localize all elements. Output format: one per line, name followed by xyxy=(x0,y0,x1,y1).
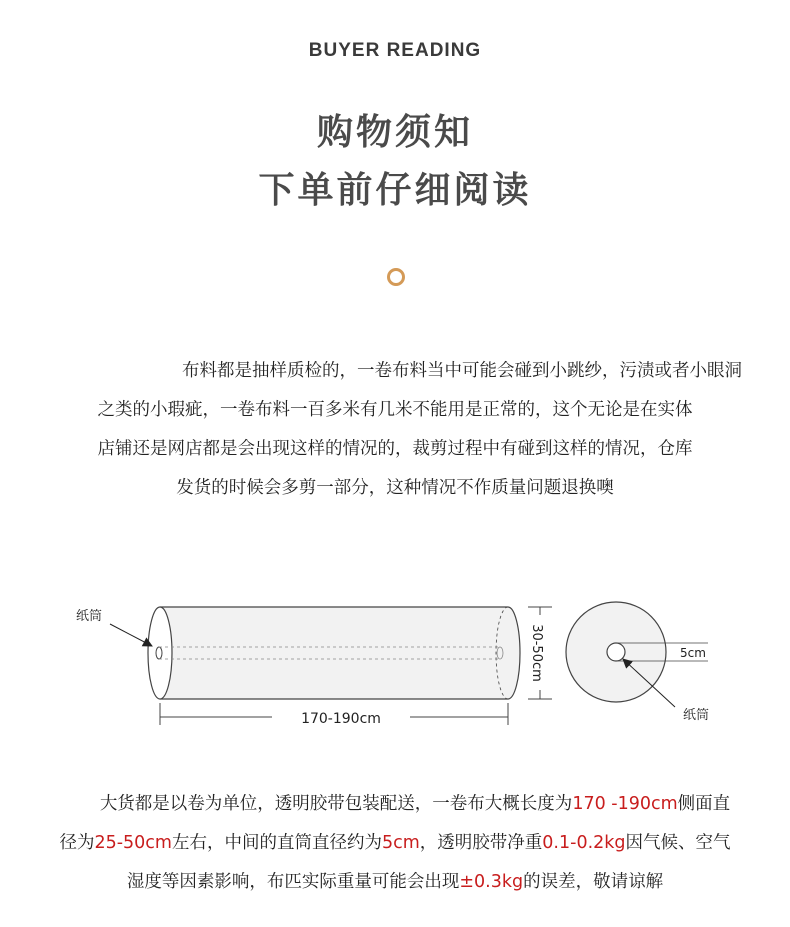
roll-diameter-value: 25-50cm xyxy=(94,833,172,853)
details-line xyxy=(48,863,742,902)
details-text: 左右，中间的直筒直径约为 xyxy=(171,833,382,853)
page-subtitle: 下单前仔细阅读 xyxy=(258,170,532,211)
roll-length-value: 170 -190cm xyxy=(572,794,678,814)
roll-end-view xyxy=(566,602,708,702)
section-eyebrow: BUYER READING xyxy=(308,40,482,61)
core-label-right: 纸筒 xyxy=(683,708,710,723)
decorative-ring xyxy=(387,268,405,286)
core-diameter-value: 5cm xyxy=(381,833,420,853)
roll-side-view xyxy=(148,607,520,699)
left-core-callout xyxy=(76,609,152,646)
weight-tolerance-value: ±0.3kg xyxy=(459,872,524,892)
tape-weight-value: 0.1-0.2kg xyxy=(542,833,626,853)
length-label: 170-190cm xyxy=(301,711,381,727)
intro-line: 之类的小瑕疵，一卷布料一百多米有几米不能用是正常的，这个无论是在实体 xyxy=(97,400,693,420)
details-text: 大货都是以卷为单位，透明胶带包装配送，一卷布大概长度为 xyxy=(99,794,573,814)
details-line xyxy=(48,824,742,863)
diameter-dimension xyxy=(528,607,552,699)
details-text: 径为 xyxy=(59,833,95,853)
intro-paragraph xyxy=(48,352,742,508)
details-text: 侧面直 xyxy=(677,794,731,814)
core-label-left: 纸筒 xyxy=(76,609,103,624)
details-text: 的误差，敬请谅解 xyxy=(523,872,664,892)
details-text: 因气候、空气 xyxy=(625,833,731,853)
diameter-label: 30-50cm xyxy=(529,624,544,682)
intro-line: 发货的时候会多剪一部分，这种情况不作质量问题退换噢 xyxy=(176,478,614,498)
core-diameter-label: 5cm xyxy=(680,646,706,660)
fabric-roll-diagram xyxy=(0,590,790,740)
details-line xyxy=(48,785,742,824)
details-paragraph xyxy=(48,785,742,902)
length-dimension xyxy=(160,703,508,727)
intro-line: 店铺还是网店都是会出现这样的情况的，裁剪过程中有碰到这样的情况，仓库 xyxy=(97,439,693,459)
details-text: ，透明胶带净重 xyxy=(419,833,543,853)
intro-line: 布料都是抽样质检的，一卷布料当中可能会碰到小跳纱，污渍或者小眼洞 xyxy=(182,361,742,381)
page-title: 购物须知 xyxy=(316,112,473,153)
details-text: 湿度等因素影响，布匹实际重量可能会出现 xyxy=(126,872,460,892)
